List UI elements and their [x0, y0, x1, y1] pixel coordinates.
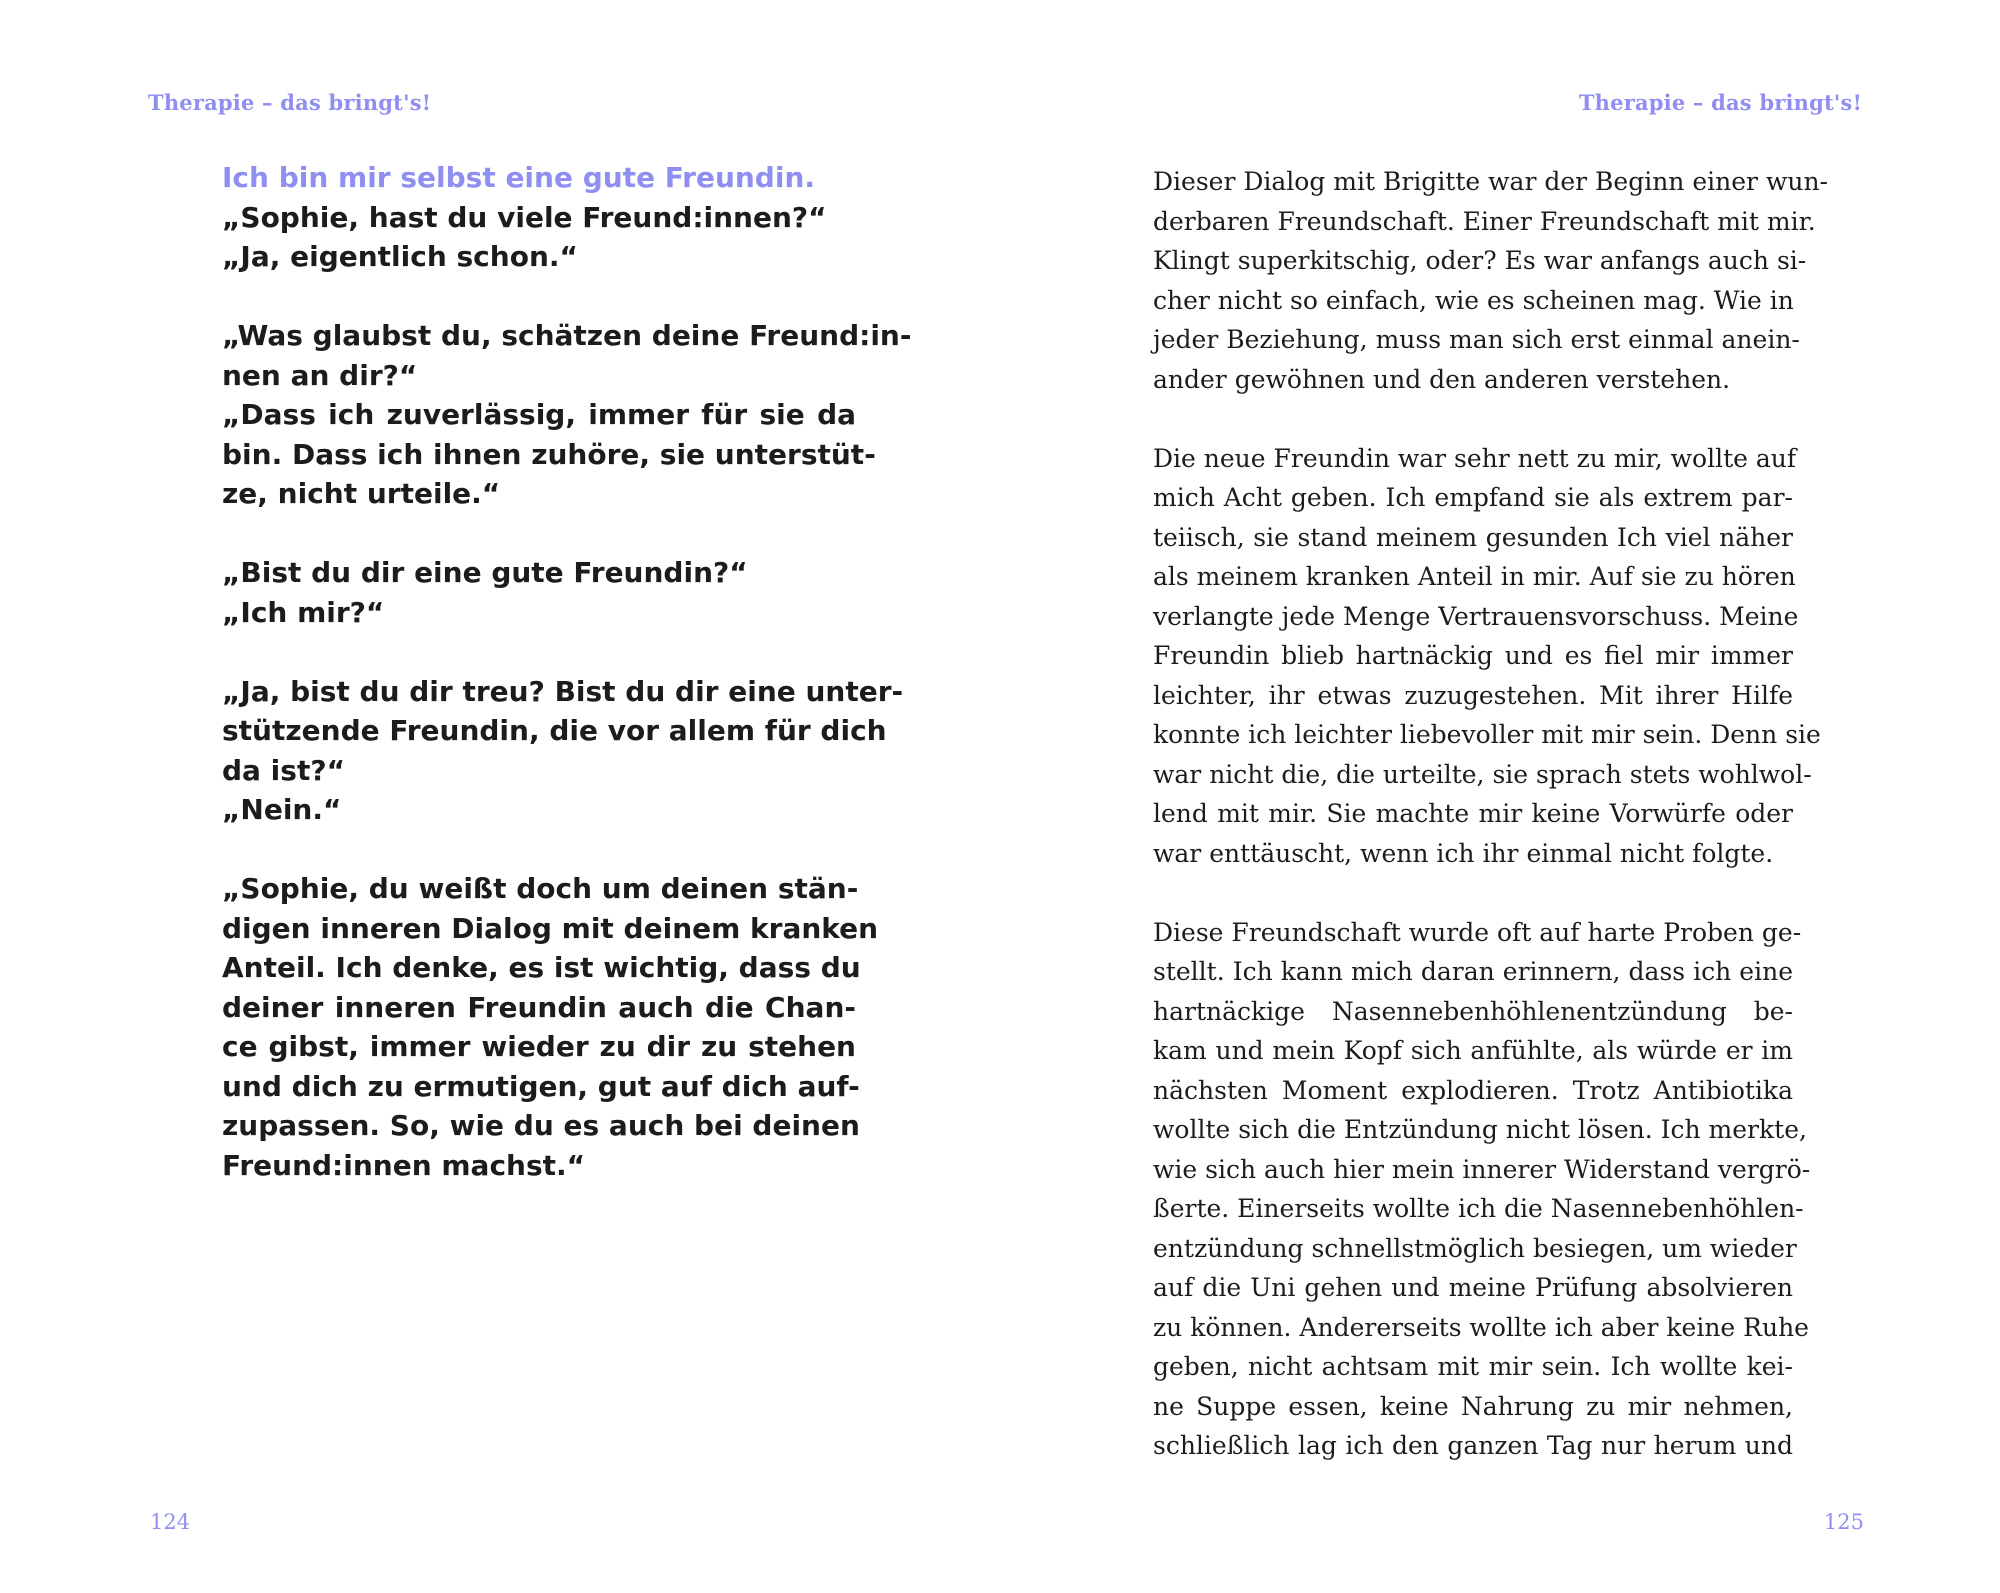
body-line: nächsten Moment explodieren. Trotz Antibiotika [1153, 1075, 1793, 1105]
dialog-line: „Sophie, hast du viele Freund:innen?“ [222, 200, 827, 234]
dialog-line: ze, nicht urteile.“ [222, 477, 501, 510]
body-line: mich Acht geben. Ich empfand sie als extrem par- [1153, 483, 1793, 512]
body-line: teiisch, sie stand meinem gesunden Ich viel näher [1153, 522, 1793, 552]
dialog-line: digen inneren Dialog mit deinem kranken [222, 911, 879, 945]
body-line: zu können. Andererseits wollte ich aber keine Ruhe [1153, 1312, 1809, 1342]
body-line: derbaren Freundschaft. Einer Freundschaft mit mir. [1153, 206, 1816, 236]
body-line: hartnäckige Nasennebenhöhlenentzündung be- [1153, 996, 1793, 1026]
body-line: jeder Beziehung, muss man sich erst einmal anein- [1153, 325, 1800, 354]
paragraph-gap [222, 277, 856, 317]
body-line: cher nicht so einfach, wie es scheinen mag. Wie in [1153, 285, 1794, 315]
dialog-line: ce gibst, immer wieder zu dir zu stehen [222, 1030, 856, 1063]
dialog-line: bin. Dass ich ihnen zuhöre, sie unterstüt- [222, 437, 876, 471]
body-line: wie sich auch hier mein innerer Widerstand vergrö- [1153, 1154, 1811, 1184]
dialog-line: stützende Freundin, die vor allem für dich [222, 714, 887, 747]
section-heading: Ich bin mir selbst eine gute Freundin. [222, 161, 816, 194]
body-line: war nicht die, die urteilte, sie sprach stets wohlwol- [1153, 759, 1812, 789]
dialog-line: „Sophie, du weißt doch um deinen stän- [222, 872, 859, 905]
dialog-line: „Ja, eigentlich schon.“ [222, 240, 578, 273]
dialog-line: „Bist du dir eine gute Freundin?“ [222, 556, 748, 589]
dialog-line: deiner inneren Freundin auch die Chan- [222, 990, 856, 1024]
paragraph-gap [222, 632, 856, 672]
dialog-line: „Ja, bist du dir treu? Bist du dir eine unter- [222, 674, 904, 708]
right-running-head: Therapie – das bringt's! [1578, 90, 1862, 115]
body-line: war enttäuscht, wenn ich ihr einmal nicht folgte. [1153, 838, 1774, 868]
body-line: stellt. Ich kann mich daran erinnern, dass ich eine [1153, 957, 1793, 986]
dialog-line: Anteil. Ich denke, es ist wichtig, dass du [222, 951, 861, 984]
body-line: Die neue Freundin war sehr nett zu mir, wollte auf [1153, 443, 1797, 473]
body-line: wollte sich die Entzündung nicht lösen. Ich merkte, [1153, 1115, 1807, 1144]
dialog-line: „Dass ich zuverlässig, immer für sie da [222, 398, 856, 431]
left-running-head: Therapie – das bringt's! [148, 90, 432, 115]
paragraph-gap [222, 514, 856, 554]
body-line: leichter, ihr etwas zuzugestehen. Mit ihrer Hilfe [1153, 680, 1793, 710]
body-line: kam und mein Kopf sich anfühlte, als würde er im [1153, 1036, 1793, 1065]
paragraph-gap [222, 830, 856, 870]
body-line: konnte ich leichter liebevoller mit mir sein. Denn sie [1153, 720, 1821, 749]
paragraph-gap [1153, 873, 1793, 913]
body-line: Klingt superkitschig, oder? Es war anfangs auch si- [1153, 246, 1807, 275]
body-line: verlangte jede Menge Vertrauensvorschuss. Meine [1153, 601, 1799, 631]
body-line: Freundin blieb hartnäckig und es fiel mir immer [1153, 641, 1793, 670]
body-line: lend mit mir. Sie machte mir keine Vorwürfe oder [1153, 799, 1793, 828]
body-line: auf die Uni gehen und meine Prüfung absolvieren [1153, 1273, 1793, 1302]
paragraph-gap [1153, 399, 1793, 439]
body-line: ßerte. Einerseits wollte ich die Nasennebenhöhlen- [1153, 1194, 1804, 1223]
body-line: Diese Freundschaft wurde oft auf harte Proben ge- [1153, 917, 1802, 947]
right-page-number: 125 [1823, 1510, 1864, 1534]
dialog-line: nen an dir?“ [222, 358, 418, 392]
body-line: schließlich lag ich den ganzen Tag nur herum und [1153, 1431, 1793, 1460]
dialog-line: „Ich mir?“ [222, 595, 385, 629]
body-line: Dieser Dialog mit Brigitte war der Beginn einer wun- [1153, 167, 1828, 196]
body-line: ander gewöhnen und den anderen verstehen. [1153, 364, 1731, 394]
dialog-line: Freund:innen machst.“ [222, 1148, 586, 1182]
body-line: ne Suppe essen, keine Nahrung zu mir nehmen, [1153, 1391, 1793, 1421]
dialog-line: und dich zu ermutigen, gut auf dich auf- [222, 1069, 860, 1103]
dialog-line: „Was glaubst du, schätzen deine Freund:in- [222, 319, 912, 352]
dialog-line: da ist?“ [222, 753, 345, 787]
dialog-line: „Nein.“ [222, 793, 342, 826]
body-line: entzündung schnellstmöglich besiegen, um wieder [1153, 1233, 1797, 1263]
body-line: geben, nicht achtsam mit mir sein. Ich wollte kei- [1153, 1352, 1793, 1381]
left-page-number: 124 [150, 1510, 191, 1534]
right-page [1000, 0, 2000, 1593]
body-text-column [1153, 162, 1828, 1466]
body-line: als meinem kranken Anteil in mir. Auf sie zu hören [1153, 562, 1796, 591]
dialog-line: zupassen. So, wie du es auch bei deinen [222, 1109, 860, 1142]
dialog-column [222, 158, 912, 1185]
